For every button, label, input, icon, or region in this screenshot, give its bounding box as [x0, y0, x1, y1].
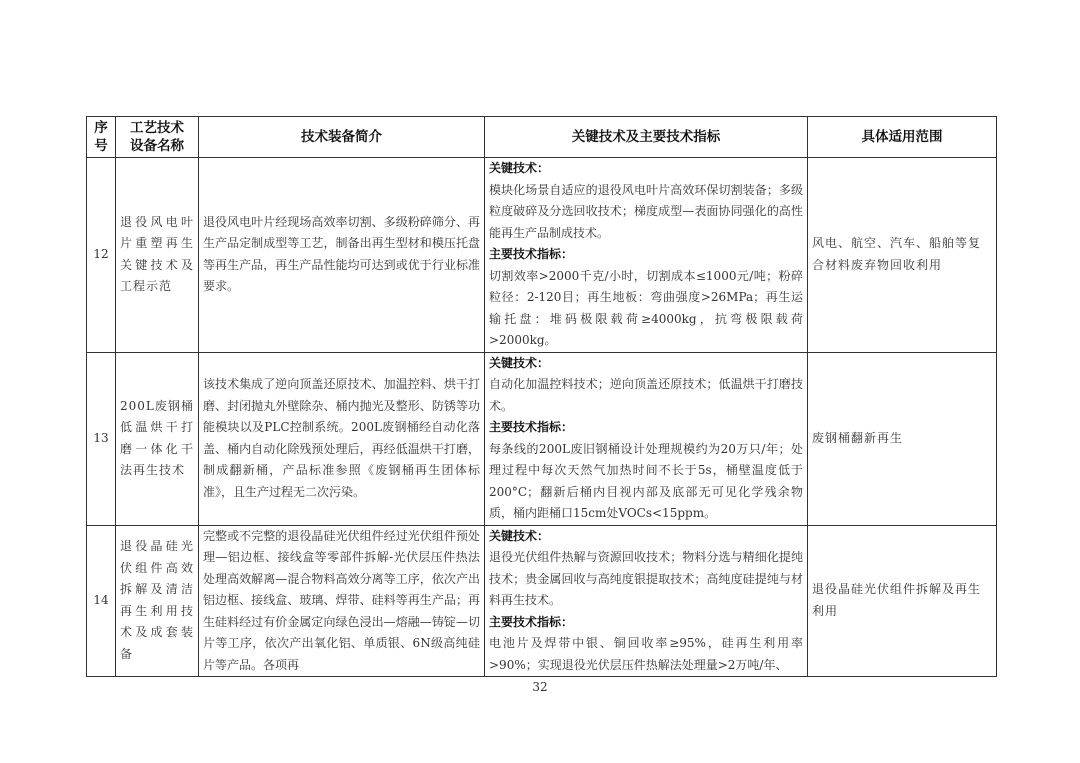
header-name: 工艺技术设备名称: [116, 117, 199, 158]
metrics-label: 主要技术指标：: [489, 614, 574, 629]
metrics-text: 每条线的200L废旧钢桶设计处理规模约为20万只/年；处理过程中每次天然气加热时间不长于5s，桶壁温度低于200°C；翻新后桶内目视内部及底部无可见化学残余物质，桶内距桶口15cm处VOCs<15ppm。: [489, 441, 803, 520]
row-name: 退役风电叶片重塑再生关键技术及工程示范: [116, 158, 199, 353]
key-tech-text: 自动化加温控料技术；逆向顶盖还原技术；低温烘干打磨技术。: [489, 377, 803, 413]
row-brief: 退役风电叶片经现场高效率切割、多级粉碎筛分、再生产品定制成型等工艺，制备出再生型材和模压托盘等再生产品，再生产品性能均可达到或优于行业标准要求。: [199, 158, 485, 353]
header-index: 序号: [87, 117, 116, 158]
row-scope: 风电、航空、汽车、船舶等复合材料废弃物回收利用: [808, 158, 997, 353]
metrics-label: 主要技术指标：: [489, 247, 574, 261]
table-row: [87, 525, 997, 677]
key-tech-label: 关键技术：: [489, 355, 550, 370]
metrics-text: 切割效率>2000千克/小时，切割成本≤1000元/吨；粉碎粒径：2-120目；再生地板：弯曲强度>26MPa；再生运输托盘：堆码极限载荷≥4000kg，抗弯极限载荷>2000kg。: [489, 268, 803, 347]
metrics-text: 电池片及焊带中银、铜回收率≥95%，硅再生利用率>90%；实现退役光伏层压件热解法处理量>2万吨/年、: [489, 636, 803, 672]
header-key: 关键技术及主要技术指标: [485, 117, 808, 158]
technology-table: [86, 116, 997, 677]
key-tech-text: 退役光伏组件热解与资源回收技术；物料分选与精细化提纯技术；贵金属回收与高纯度银提取技术；高纯度硅提纯与材料再生技术。: [489, 550, 803, 607]
row-index: 14: [87, 525, 116, 677]
row-scope: 退役晶硅光伏组件拆解及再生利用: [808, 525, 997, 677]
key-tech-label: 关键技术：: [489, 161, 550, 175]
table-row: [87, 158, 997, 353]
row-scope: 废钢桶翻新再生: [808, 352, 997, 525]
table-header-row: [87, 117, 997, 158]
key-tech-text: 模块化场景自适应的退役风电叶片高效环保切割装备；多级粒度破碎及分选回收技术；梯度成型—表面协同强化的高性能再生产品制成技术。: [489, 182, 803, 240]
row-brief: 完整或不完整的退役晶硅光伏组件经过光伏组件预处理—铝边框、接线盒等零部件拆解-光伏层压件热法处理高效解离—混合物料高效分离等工序，依次产出铝边框、接线盒、玻璃、焊带、硅料等再生产品；再生硅料经过有价金属定向绿色浸出—熔融—铸锭—切片等工序，依次产出氧化铝、单质银、6N级高纯硅片等产品。各项再: [199, 525, 485, 677]
table-row: [87, 352, 997, 525]
page-number: 32: [532, 680, 548, 694]
key-tech-label: 关键技术：: [489, 528, 550, 543]
row-key-tech: [485, 158, 808, 353]
row-key-tech: [485, 525, 808, 677]
header-brief: 技术装备简介: [199, 117, 485, 158]
header-scope: 具体适用范围: [808, 117, 997, 158]
metrics-label: 主要技术指标：: [489, 420, 574, 434]
row-name: 退役晶硅光伏组件高效拆解及清洁再生利用技术及成套装备: [116, 525, 199, 677]
row-index: 12: [87, 158, 116, 353]
row-key-tech: [485, 352, 808, 525]
row-name: 200L废钢桶低温烘干打磨一体化干法再生技术: [116, 352, 199, 525]
row-brief: 该技术集成了逆向顶盖还原技术、加温控料、烘干打磨、封闭抛丸外壁除杂、桶内抛光及整形、防锈等功能模块以及PLC控制系统。200L废钢桶经自动化落盖、桶内自动化除残预处理后，再经低温烘干打磨，制成翻新桶，产品标准参照《废钢桶再生团体标准》，且生产过程无二次污染。: [199, 352, 485, 525]
row-index: 13: [87, 352, 116, 525]
